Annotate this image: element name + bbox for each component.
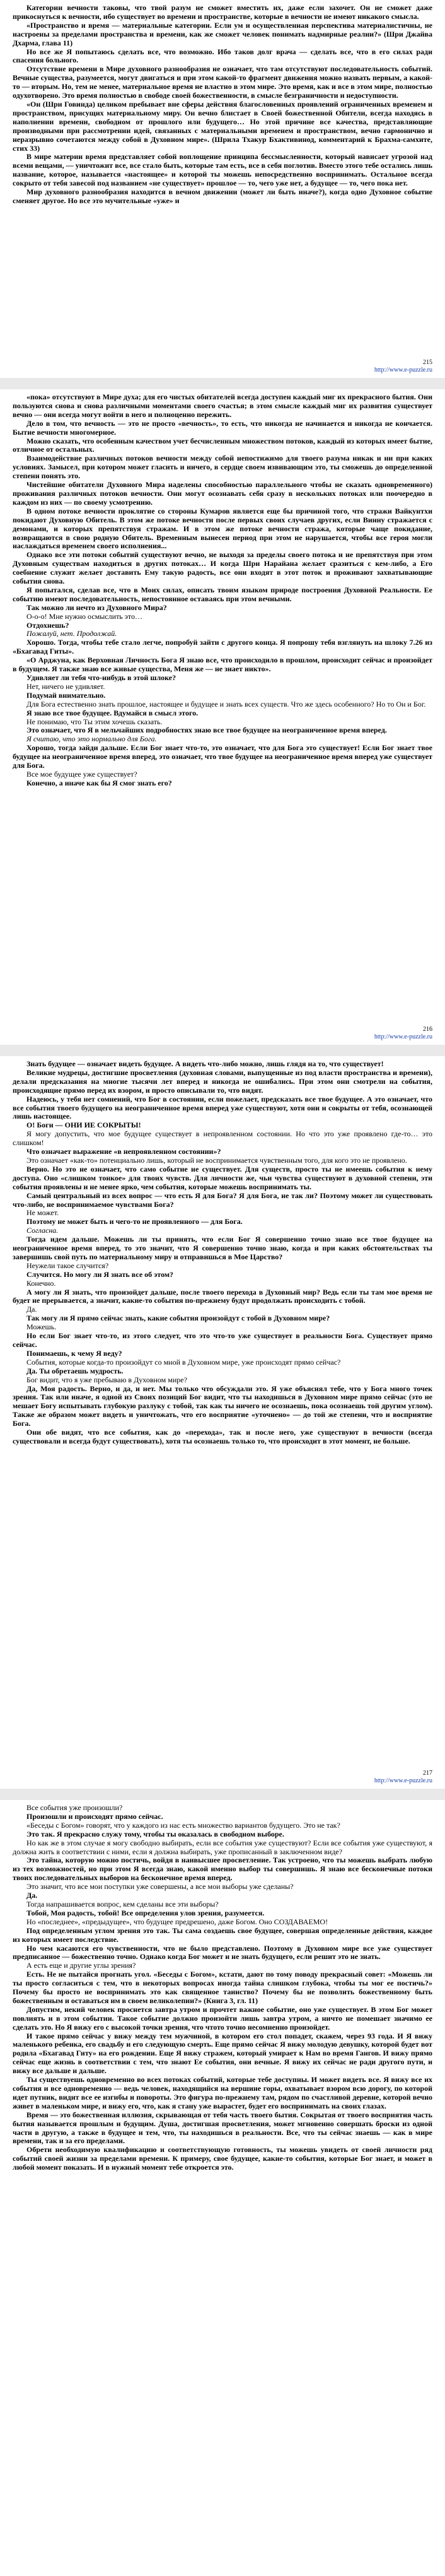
paragraph: «пока» отсутствуют в Мире духа; для его чистых обитателей всегда доступен каждый миг их прекрасного бытия. Они пользуются снова и снова различными моментами своего счастья; в этом смысле каждый миг их развития существует вечно — они всегда могут войти в него и полноценно пережить. [13,393,432,419]
paragraph: «Пространство и время — материальные категории. Если ум и осуществленная перспектива материалистичны, не настроены за пределами пространства и времени, как же сможет человек понимать надмирные реалии?» (Шри Джайва Дхарма, глава 11) [13,20,432,47]
paragraph: Но чем касаются его чувственности, что не было представлено. Поэтому в Духовном мире все уже существует предписанное — божественно точно. Однако когда Бог может и не знать будущего, если решит это не знать. [13,1943,432,1961]
paragraph: Я знаю все твое будущее. Вдумайся в смысл этого. [26,708,199,717]
site-link[interactable]: http://www.e-puzzle.ru [374,1777,432,1784]
page-footer [13,357,432,378]
page-number: 216 [423,1026,432,1033]
paragraph: Есть. Не не пытайся прогнать угол. «Беседы с Богом», кстати, дают по тому поводу прекрасный совет: «Можешь ли ты просто согласиться с тем, что в некоторых вопросах иногда тайна слишком глубока, чтобы ты мог ее постичь?» Почему бы просто не воспринимать это как священное таинство? Почему бы не позволить божественному быть божественным и оставаться им в своем великолепии?» (Книга 3, гл. 11) [13,1970,432,2005]
paragraph: «О Арджуна, как Верховная Личность Бога Я знаю все, что происходило в прошлом, происходит сейчас и произойдет в будущем. Я также знаю все живые существа, Меня же — не знает никто». [13,656,432,674]
paragraph: О! Боги — ОНИ ИЕ СОКРЫТЫ! [26,1120,141,1130]
paragraph: Нет, ничего не удивляет. [26,681,105,691]
paragraph: Но «последнее», «предыдущее», что будущее предрешено, даже Богом. Оно СОЗДАВАЕМО! [26,1917,328,1926]
paragraph: «Беседы с Богом» говорят, что у каждого из нас есть множество вариантов будущего. Это не так? [26,1820,340,1830]
paragraph: Надеюсь, у тебя нет сомнений, что Бог в состоянии, если пожелает, предсказать все твое будущее. А это означает, что все события твоего будущего на неограниченное время вперед уже существуют, хотя они и сокрыты от тебя, осознающей лишь настоящее. [13,1094,432,1121]
paragraph: О-о-о! Мне нужно осмыслить это… [26,611,143,621]
paragraph: Знать будущее — означает видеть будущее. А видеть что-либо можно, лишь глядя на то, что существует! [26,1060,384,1068]
paragraph: Это означает, что Я в мельчайших подробностях знаю все твое будущее на неограниченное время вперед. [26,726,387,735]
paragraph: Допустим, некий человек проснется завтра утром и прочтет важное событие, оно уже существует. В этом Бог может повлиять и в этом событии. Такое событие должно произойти лишь завтра утром, а ничто не помешает значимо ее сделать это. Но Я вижу его с высокой точки зрения, что чтото точно несомненно произойдет. [13,2004,432,2032]
paragraph: Но как же в этом случае я могу свободно выбирать, если все события уже существуют? Если все события уже существуют, я должна жить в соответствии с ними, если я должна выбирать, уже прописанный в заключенном виде? [13,1838,432,1856]
paragraph: Но если Бог знает что-то, из этого следует, что это что-то уже существует в реальности Бога. Существует прямо сейчас. [13,1331,432,1349]
paragraph: События, которые когда-то произойдут со мной в Духовном мире, уже происходят прямо сейчас? [26,1357,341,1367]
paragraph: Не понимаю, что Ты этим хочешь сказать. [26,717,163,726]
page-gap [0,1789,445,1800]
paragraph: Время — это божественная иллюзия, скрывающая от тебя часть твоего бытия. Сокрытая от твоего восприятия часть бытия называется прошлым и будущим. Душа, достигшая просветления, может мгновенно совершать броски из одной части в другую, а также в будущее и тем, что, ты находишься в реальности. Все, что ты сейчас знаешь — как в мире времени, так и за его пределами. [13,2110,432,2146]
paragraph: А могу ли Я знать, что произойдет дальше, после твоего перехода в Духовный мир? Ведь если ты там мое время не будет не прерывается, а значит, какие-то события по-прежнему будут продолжать происходить с тобой. [13,1287,432,1305]
paragraph: Что означает выражение «в непроявленном состоянии»? [26,1147,221,1156]
paragraph: Отдохнешь? [26,620,69,630]
paragraph: Все события уже произошли? [26,1804,123,1812]
paragraph: Конечно, а иначе как бы Я смог знать его? [26,778,172,787]
site-link[interactable]: http://www.e-puzzle.ru [374,1033,432,1040]
paragraph: Обрети необходимую квалификацию и соответствующую готовность, ты можешь увидеть от своей личности ряд событий своей жизни за пределами времени. К примеру, свое будущее, какие-то события, которые Бог знает, и может в любой момент показать. И в нужный момент тебе откроется это. [13,2145,432,2172]
paragraph: Однако все эти потоки событий существуют вечно, не выходя за пределы своего потока и не препятствуя при этом Духовным существам находиться в других потоках… И когда Шри Нарайана желает сразиться с кем-либо, а Его соебнение служит желает доставить Ему такую радость, все они входят в этот поток и проживают захватывающие события снова. [13,550,432,586]
page-footer [13,1768,432,1789]
paragraph: Под определенным углом зрения это так. Ты сама создаешь свое будущее, совершая определенные действия, каждое из которых имеет последствие. [13,1926,432,1944]
site-link[interactable]: http://www.e-puzzle.ru [374,367,432,373]
paragraph: Я могу допустить, что мое будущее существует в непроявленном состоянии. Но что это уже проявлено где-то… это слишком! [13,1129,432,1148]
paragraph: Хорошо. Тогда, чтобы тебе стало легче, попробуй зайти с другого конца. Я попрошу тебя взглянуть на шлоку 7.26 из «Бхагавад Гиты». [13,638,432,656]
paragraph: Но все же Я попытаюсь сделать все, что возможно. Ибо таков долг врача — сделать все, что в его силах ради спасения больного. [13,47,432,65]
page-body [13,393,432,1024]
paragraph: Произошли и происходят прямо сейчас. [26,1811,163,1821]
paragraph: Отсутствие времени в Мире духовного разнообразия не означает, что там отсутствуют последовательность событий. Вечные существа, разумеется, могут двигаться и при этом какой-то фрагмент движения можно назвать первым, а какой-то — вторым. Но, тем не менее, материальное время не властно в этом мире. Это время, как и все в этом мире, полностью одухотворено. Это время полностью в свободе своей божественности, в смысле безграничности и недоступности. [13,64,432,100]
paragraph: Пожалуй, нет. Продолжай. [26,629,117,638]
paragraph: Я попытался, сделав все, что в Моих силах, описать твоим языком природе построения Духовной Реальности. Ее событию имеют последовательность, непостоянное оставаясь при этом вечными. [13,585,432,603]
document-page [0,1800,445,2576]
page-footer [13,1024,432,1045]
paragraph: Категории вечности таковы, что твой разум не сможет вместить их, даже если захочет. Он не сможет даже прикоснуться к вечности, ибо существует во времени и пространстве, которые в вечности не имеют никакого смысла. [13,4,432,21]
paragraph: Да. Ты обретаешь мудрость. [26,1366,124,1375]
paragraph: Можешь. [26,1322,57,1332]
page-body [13,4,432,357]
paragraph: Конечно. [26,1278,56,1288]
paragraph: Верно. Но это не означает, что само событие не существует. Для существ, просто ты не имеешь события к нему доступа. Оно «слишком тонкое» для твоих чувств. Для личности же, чьи чувства существуют в духовной степени, эти события проявлены и не менее ярко, чем события, которые можешь воспринимать ты. [13,1164,432,1191]
paragraph: Все мое будущее уже существует? [26,769,137,779]
paragraph: Бог видит, что я уже пребываю в Духовном мире? [26,1375,187,1384]
paragraph: Да, Моя радость. Верно, и да, и нет. Мы только что обсуждали это. Я уже объяснял тебе, что у Бога много точек зрения. Так или иначе, я одной из Своих позиций Бог видит, что ты находишься в Духовном мире прямо сейчас (это не мешает Богу испытывать глубокую разлуку с тобой, так как ты ничего не осознаешь, пока осознаешь той другим углом). Также же образом может видеть и уничтожать, что его восприятие «уточнено» — до той же степени, что и восприятие Бога. [13,1384,432,1428]
paragraph: Да. [26,1891,38,1900]
paragraph: Подумай внимательно. [26,690,106,700]
paragraph: Согласна. [26,1226,59,1235]
paragraph: Это так. Я прекрасно служу тому, чтобы ты оказалась в свободном выборе. [26,1829,284,1838]
document-page [0,389,445,1045]
paragraph: Да. [26,1305,37,1314]
paragraph: Я считаю, что это нормально для Бога. [26,734,157,744]
paragraph: «Он (Шри Говинда) целиком пребывает вне сферы действия благословенных проявлений ограниченных временем и пространством, присущих материальному миру. Он вечно блистает в Своей божественной Обители, всегда находясь в наполнении времени, свободном от прошлого или будущего… Но этой причине все качества, представляющие производными при рассмотрении идей, связанных с материальными временем и пространством, вечно гармонично и неразрывно сочетаются между собой в Духовном мире». (Шрила Тхакур Бхактивинод, комментарий к Брахма-самхите, стих 33) [13,99,432,153]
paragraph: Взаимодействие различных потоков вечности между собой непостижимо для твоего разума никак и ни при каких условиях. Замысел, при котором может гласить и ничего, в сердце своем извивающим это, ты сможешь до определенной степени понять это. [13,454,432,481]
paragraph: Мир духовного разнообразия находится в вечном движении (может ли быть иначе?), когда одно Духовное событие сменяет другое. Но все это мучительные «уже» и [13,187,432,205]
page-number: 217 [423,1770,432,1777]
paragraph: И такое прямо сейчас у вижу между тем мужчиной, в котором его стол попадет, скажем, через 93 года. И Я вижу маленького ребенка, его свадьбу и его следующую смерть. Еще прямо сейчас Я вижу молодую девушку, которой будет вот родила «Бхагавад Гиту» на его рождении. Еще Я вижу стражем, который умирает к Нам во время Гангов. И вижу прямо сейчас еще жизнь в соответствии с тем, что знают Ее события, они вечные. Я вижу их сейчас не ради другого пути, и вижу все дальше и дальше. [13,2031,432,2076]
paragraph: Это тайна, которую можно постичь, войдя в наивысшее просветление. Так устроено, что ты можешь выбрать любую из тех возможностей, но при этом Я всегда знаю, какой именно выбор ты совершишь. Я знаю все бесконечные потоки твоих последовательных выборов на бесконечное время вперед. [13,1856,432,1883]
paragraph: Это значит, что все мои поступки уже совершены, а все мои выборы уже сделаны? [26,1882,294,1891]
paragraph: Это означает «как-то» потенциально лишь, который не воспринимается чувственным того, для кого это не проявлено. [26,1155,407,1165]
paragraph: Неужели такое случится? [26,1261,109,1270]
paragraph: Случится. Но могу ли Я знать все об этом? [26,1269,174,1279]
page-body [13,1804,432,2576]
document-page [0,0,445,378]
paragraph: Хорошо, тогда зайди дальше. Если Бог знает что-то, это означает, что для Бога это существует! Если Бог знает твое будущее на неограниченное время вперед, это означает, что твое будущее на неограниченное время вперед уже существует для Бога. [13,743,432,770]
paragraph: Не может. [26,1208,59,1218]
paragraph: Великие мудрецы, достигшие просветления (духовная словами, выпущенные из под власти пространства и времени), делали предсказания на многие тысячи лет вперед и никогда не ошибались. При этом они смотрели на события, происходящие прямо перед их взором, и просто описывали то, что видят. [13,1067,432,1095]
page-gap [0,378,445,389]
paragraph: Ты существуешь одновременно во всех потоках событий, которые тебе доступны. И может видеть все. Я вижу все их события и все одновременно — ведь человек, находящийся на вершине горы, охватывает взором всю дорогу, по которой идет путник, видит все ее изгибы и повороты. Это фигура по-прежнему там, рядом по счастливой деревне, которой вечно живет в маленьком мире, и вижу его, что, как я стану уже вырастет, будет его воспринимать на своих глазах. [13,2075,432,2110]
page-number: 215 [423,359,432,366]
paragraph: Поэтому не может быть и чего-то не проявленного — для Бога. [26,1217,243,1226]
paragraph: Для Бога естественно знать прошлое, настоящее и будущее и знать всех существ. Что же здесь особенного? Но то Он и Бог. [26,699,426,709]
paragraph: Понимаешь, к чему Я веду? [26,1348,122,1358]
paragraph: Так могу ли Я прямо сейчас знать, какие события произойдут с тобой в Духовном мире? [26,1314,330,1323]
paragraph: Тогда идем дальше. Можешь ли ты принять, что если Бог Я совершенно точно знаю все твое будущее на неограниченное время вперед, то это значит, что Я совершенно точно знаю, когда и при каких обстоятельствах ты завершишь свой путь по материальному миру и отправишься в Мое Царство? [13,1235,432,1261]
paragraph: Самый центральный из всех вопрос — что есть Я для Бога? Я для Бога, не так ли? Поэтому может ли существовать что-либо, не воспринимаемое чувствами Бога? [13,1191,432,1209]
paragraph: Так можно ли нечто из Духовного Мира? [26,603,167,612]
paragraph: Дело в том, что вечность — это не просто «вечность», то есть, что никогда не начинается и никогда не кончается. Бытие вечности многомерное. [13,418,432,437]
paragraph: Можно сказать, что особенным качеством учет бесчисленным множеством потоков, каждый из которых имеет бытие, отличное от остальных. [13,436,432,454]
page-body [13,1060,432,1768]
paragraph: Они обе видят, что все события, как до «перехода», так и после него, уже существуют в вечности (всегда существовали и всегда будут существовать), хотя ты осознаешь только то, что происходит в этот момент, не больше. [13,1428,432,1445]
paragraph: В мире материи время представляет собой воплощение принципа бессмысленности, который нависает угрозой над всеми вещами, — уничтожит все, все стало быть, которые там есть, все в себя поглотив. Вместо этого тебе остались лишь название, которое, называется «настоящее» и которой ты можешь непосредственно воспринимать. Остальное всегда сокрыто от тебя завесой под названием «не существует» прошлое — то, чего уже нет, а будущее — то, чего пока нет. [13,152,432,188]
paragraph: Чистейшие обитатели Духовного Мира наделены способностью параллельного чтобы не сказать одновременного) проживания различных потоков вечности. Они могут осознавать себя сразу в нескольких потоках или поочередно в каждом из них — по своему усмотрению. [13,480,432,507]
document-page [0,1056,445,1789]
paragraph: Тогда напрашивается вопрос, кем сделаны все эти выборы? [26,1899,219,1908]
paragraph: А есть еще и другие углы зрения? [26,1961,136,1970]
paragraph: В одном потоке вечности проклятие со стороны Кумаров является еще бы причиной того, что стражи Вайкунтхи покидают Духовную Обитель. В этом же потоке вечности после первых своих случаев других, если Винну стражается с демонами, и которых препятствуя стражам. И в этом же потоке вечности стража, которые чаще покидание, возвращаются в свою родную Обитель. Временным вынесен период при этом не нарушается, чтобы все героя могли наслаждаться временем своего исполнения... [13,506,432,551]
page-gap [0,1045,445,1056]
paragraph: Тобой, Моя радость, тобой! Все определения улов зрения, разумеется. [26,1908,265,1917]
paragraph: Удивляет ли тебя что-нибудь в этой шлоке? [26,673,176,682]
